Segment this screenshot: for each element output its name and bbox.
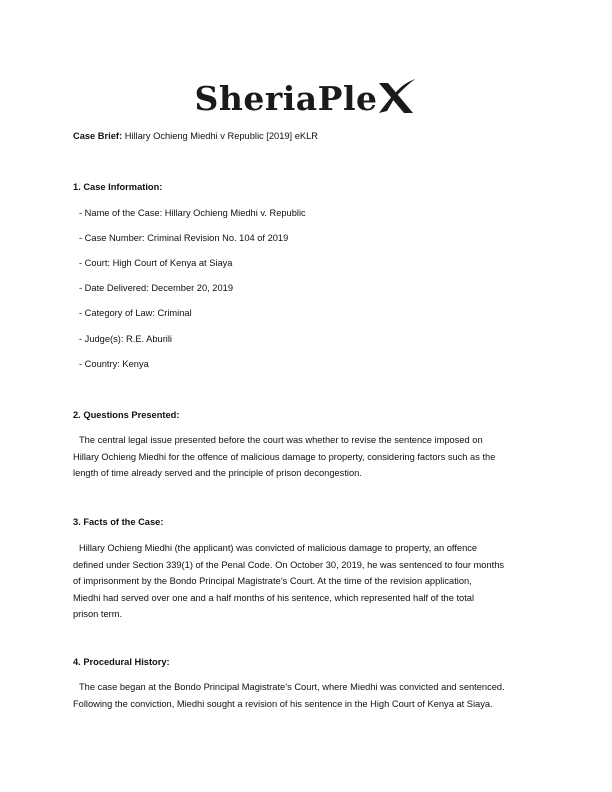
section-heading-facts: 3. Facts of the Case: (73, 517, 164, 527)
case-info-item: - Case Number: Criminal Revision No. 104 of 2019 (79, 233, 289, 243)
case-brief-line (73, 131, 318, 141)
logo-wordmark: SheriaPle (194, 79, 378, 118)
sheriaplex-logo (0, 77, 612, 121)
questions-paragraph (73, 432, 543, 482)
section-heading-case-information: 1. Case Information: (73, 182, 163, 192)
case-brief-label: Case Brief: (73, 131, 123, 141)
paragraph-line: defined under Section 339(1) of the Penal Code. On October 30, 2019, he was sentenced to four months (73, 559, 505, 570)
paragraph-line: The case began at the Bondo Principal Magistrate’s Court, where Miedhi was convicted and sentenced. (79, 682, 505, 692)
x-logo-mark-icon (375, 77, 417, 117)
section-heading-questions-presented: 2. Questions Presented: (73, 410, 180, 420)
case-brief-title: Hillary Ochieng Miedhi v Republic [2019] eKLR (124, 131, 318, 141)
case-info-item: - Country: Kenya (79, 359, 149, 369)
case-info-item: - Name of the Case: Hillary Ochieng Miedhi v. Republic (79, 208, 306, 218)
paragraph-line: Hillary Ochieng Miedhi (the applicant) was convicted of malicious damage to property, an offence (79, 543, 478, 553)
paragraph-line: Hillary Ochieng Miedhi for the offence of malicious damage to property, considering factors such as the (73, 451, 496, 462)
paragraph-line: of imprisonment by the Bondo Principal Magistrate’s Court. At the time of the revision application, (73, 576, 472, 587)
case-info-item: - Category of Law: Criminal (79, 308, 192, 318)
paragraph-line: Miedhi had served over one and a half months of his sentence, which represented half of the total (73, 592, 475, 603)
paragraph-line: The central legal issue presented before the court was whether to revise the sentence imposed on (79, 435, 483, 445)
paragraph-line: length of time already served and the principle of prison decongestion. (73, 468, 362, 479)
case-info-item: - Judge(s): R.E. Aburili (79, 334, 173, 344)
section-heading-procedural-history: 4. Procedural History: (73, 657, 170, 667)
case-info-item: - Date Delivered: December 20, 2019 (79, 283, 233, 293)
facts-paragraph (73, 540, 543, 623)
paragraph-line: Following the conviction, Miedhi sought a revision of his sentence in the High Court of Kenya at Siaya. (73, 698, 493, 709)
case-info-item: - Court: High Court of Kenya at Siaya (79, 258, 233, 268)
paragraph-line: prison term. (73, 609, 123, 620)
procedural-paragraph (73, 679, 543, 712)
